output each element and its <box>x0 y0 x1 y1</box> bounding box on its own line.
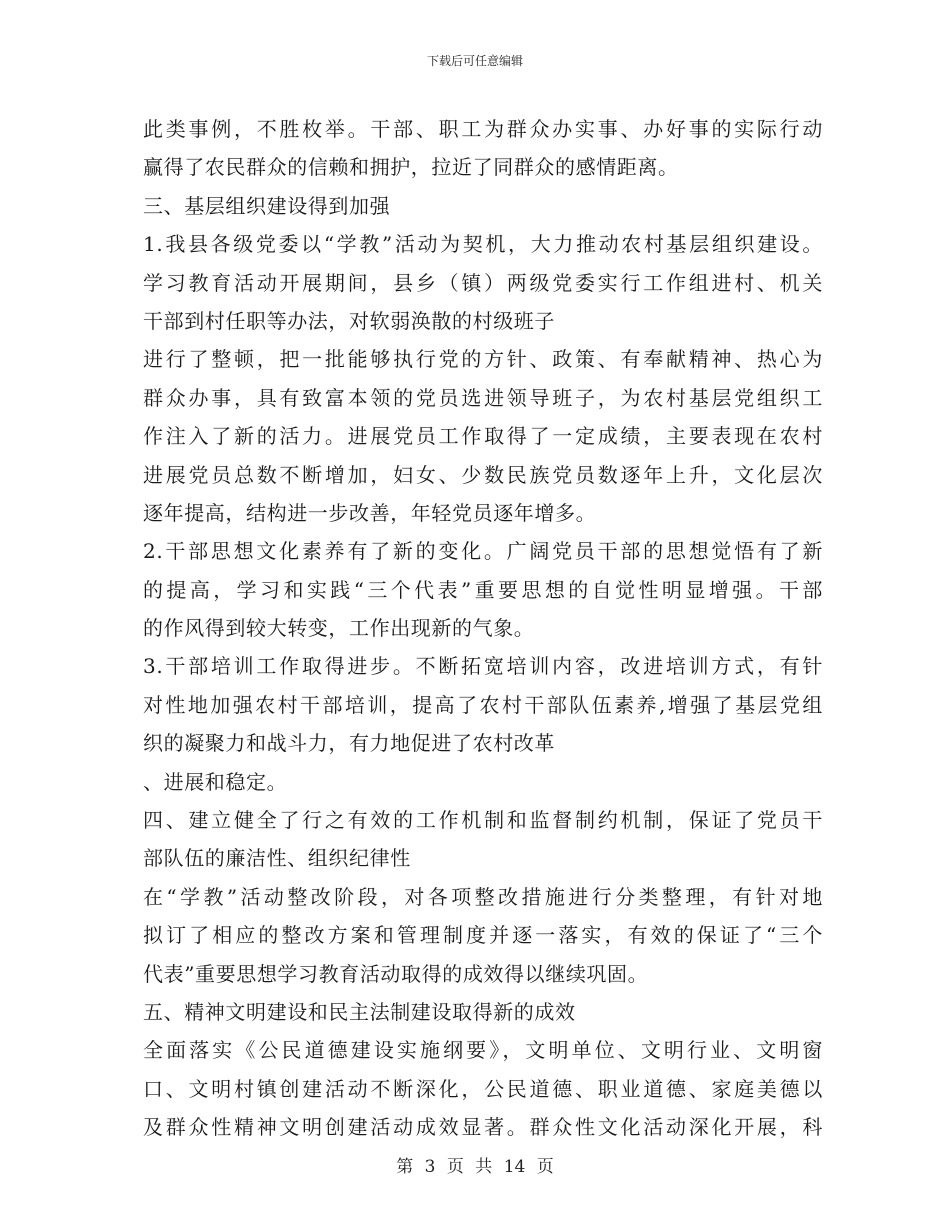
page-number: 第 3 页 共 14 页 <box>396 1157 554 1177</box>
text-line: 作注入了新的活力。进展党员工作取得了一定成绩，主要表现在农村 <box>143 424 823 449</box>
text-line: 在“学教”活动整改阶段，对各项整改措施进行分类整理，有针对地 <box>143 884 823 909</box>
text-line: 对性地加强农村干部培训，提高了农村干部队伍素养,增强了基层党组 <box>143 692 823 717</box>
document-body <box>143 110 823 1147</box>
text-line: 进行了整顿，把一批能够执行党的方针、政策、有奉献精神、热心为 <box>143 347 823 372</box>
text-line: 赢得了农民群众的信赖和拥护，拉近了同群众的感情距离。 <box>143 155 679 180</box>
text-line: 2.干部思想文化素养有了新的变化。广阔党员干部的思想觉悟有了新 <box>143 539 823 564</box>
text-line: 1.我县各级党委以“学教”活动为契机，大力推动农村基层组织建设。 <box>143 232 823 257</box>
text-line: 四、建立健全了行之有效的工作机制和监督制约机制，保证了党员干 <box>143 808 823 833</box>
text-line: 全面落实《公民道德建设实施纲要》，文明单位、文明行业、文明窗 <box>143 1038 823 1063</box>
text-line: 此类事例，不胜枚举。干部、职工为群众办实事、办好事的实际行动 <box>143 117 823 141</box>
text-line: 逐年提高，结构进一步改善，年轻党员逐年增多。 <box>143 500 597 525</box>
text-line: 三、基层组织建设得到加强 <box>143 193 391 218</box>
text-line: 学习教育活动开展期间，县乡（镇）两级党委实行工作组进村、机关 <box>143 270 823 295</box>
text-line: 干部到村任职等办法，对软弱涣散的村级班子 <box>143 308 555 333</box>
text-line: 拟订了相应的整改方案和管理制度并逐一落实，有效的保证了“三个 <box>143 923 823 948</box>
text-line: 织的凝聚力和战斗力，有力地促进了农村改革 <box>143 731 555 756</box>
text-line: 3.干部培训工作取得进步。不断拓宽培训内容，改进培训方式，有针 <box>143 654 823 679</box>
text-line: 的提高，学习和实践“三个代表”重要思想的自觉性明显增强。干部 <box>143 577 823 602</box>
text-line: 进展党员总数不断增加，妇女、少数民族党员数逐年上升，文化层次 <box>143 462 823 487</box>
text-line: 代表”重要思想学习教育活动取得的成效得以继续巩固。 <box>143 961 649 986</box>
text-line: 群众办事，具有致富本领的党员选进领导班子，为农村基层党组织工 <box>143 385 823 410</box>
text-line: 及群众性精神文明创建活动成效显著。群众性文化活动深化开展，科 <box>143 1115 823 1140</box>
text-line: 五、精神文明建设和民主法制建设取得新的成效 <box>143 999 576 1024</box>
text-line: 的作风得到较大转变，工作出现新的气象。 <box>143 616 535 641</box>
text-line: 口、文明村镇创建活动不断深化，公民道德、职业道德、家庭美德以 <box>143 1076 823 1101</box>
text-line: 部队伍的廉洁性、组织纪律性 <box>143 846 411 871</box>
page-header-note: 下载后可任意编辑 <box>426 54 523 68</box>
text-line: 、进展和稳定。 <box>143 769 288 794</box>
